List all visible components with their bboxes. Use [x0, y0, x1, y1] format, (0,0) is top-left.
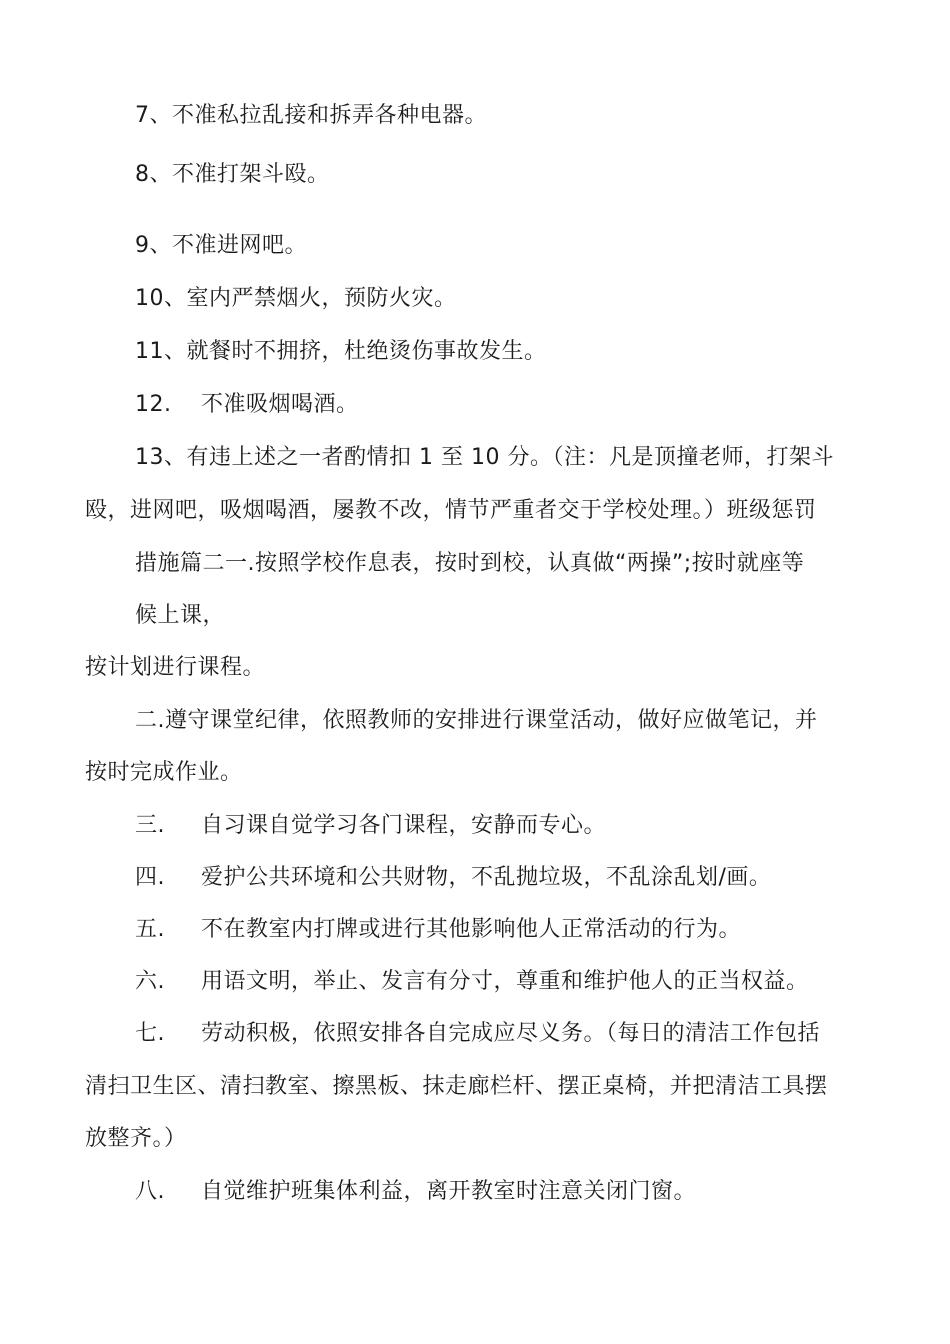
measure-3-number: 三. — [135, 813, 165, 838]
measure-3-text: 自习课自觉学习各门课程，安静而专心。 — [201, 813, 607, 838]
rule-12-text: 不准吸烟喝酒。 — [201, 392, 359, 417]
rule-13-line-5: 按计划进行课程。 — [85, 655, 266, 680]
measure-5-text: 不在教室内打牌或进行其他影响他人正常活动的行为。 — [201, 917, 742, 942]
measure-8-number: 八. — [135, 1179, 165, 1204]
rule-12 — [135, 390, 359, 420]
measure-7-line-3: 放整齐。） — [85, 1126, 187, 1151]
rule-7: 7、不准私拉乱接和拆弄各种电器。 — [135, 103, 487, 128]
rule-13-line-3: 措施篇二一.按照学校作息表，按时到校，认真做“两操”;按时就座等 — [135, 551, 805, 576]
rule-13-line-1: 13、有违上述之一者酌情扣 1 至 10 分。（注：凡是顶撞老师，打架斗 — [135, 445, 834, 470]
measure-7-text: 劳动积极，依照安排各自完成应尽义务。（每日的清洁工作包括 — [201, 1021, 821, 1046]
measure-8 — [135, 1177, 696, 1207]
rule-13-line-2: 殴，进网吧，吸烟喝酒，屡教不改，情节严重者交于学校处理。）班级惩罚 — [85, 498, 817, 523]
rule-11: 11、就餐时不拥挤，杜绝烫伤事故发生。 — [135, 339, 547, 364]
rule-10: 10、室内严禁烟火，预防火灾。 — [135, 286, 457, 311]
measure-6-number: 六. — [135, 969, 165, 994]
measure-6 — [135, 967, 809, 997]
rule-8: 8、不准打架斗殴。 — [135, 162, 330, 187]
measure-2-line-2: 按时完成作业。 — [85, 760, 243, 785]
measure-5-number: 五. — [135, 917, 165, 942]
measure-2-line-1: 二.遵守课堂纪律，依照教师的安排进行课堂活动，做好应做笔记，并 — [135, 708, 818, 733]
measure-8-text: 自觉维护班集体利益，离开教室时注意关闭门窗。 — [201, 1179, 697, 1204]
measure-4-number: 四. — [135, 865, 165, 890]
rule-13-line-4: 候上课， — [135, 603, 226, 628]
rule-12-number: 12. — [135, 392, 172, 417]
measure-3 — [135, 811, 606, 841]
measure-7-line-1 — [135, 1019, 820, 1049]
measure-7-number: 七. — [135, 1021, 165, 1046]
measure-5 — [135, 915, 741, 945]
measure-4-text: 爱护公共环境和公共财物，不乱抛垃圾，不乱涂乱划/画。 — [201, 865, 772, 890]
measure-7-line-2: 清扫卫生区、清扫教室、擦黑板、抹走廊栏杆、摆正桌椅，并把清洁工具摆 — [85, 1074, 828, 1099]
measure-6-text: 用语文明，举止、发言有分寸，尊重和维护他人的正当权益。 — [201, 969, 809, 994]
measure-4 — [135, 863, 771, 893]
rule-9: 9、不准进网吧。 — [135, 233, 307, 258]
